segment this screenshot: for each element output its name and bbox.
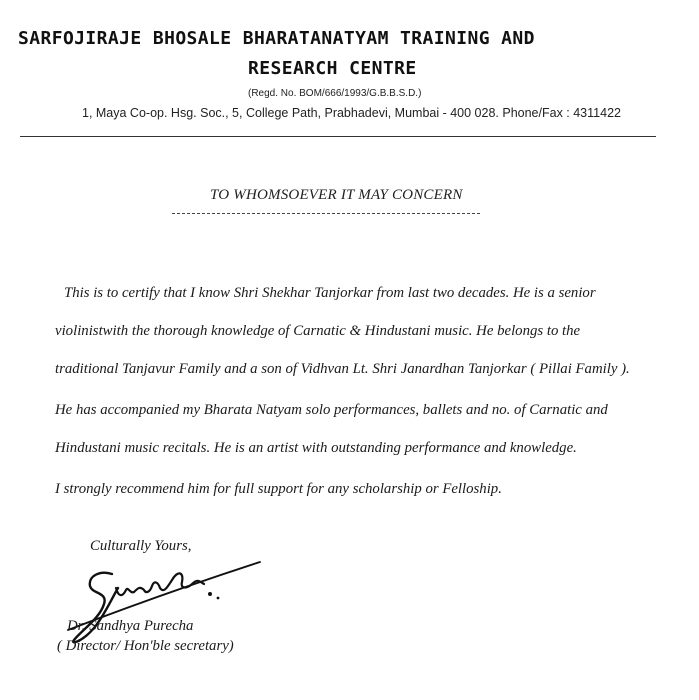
signer-title: ( Director/ Hon'ble secretary) [57, 638, 234, 654]
body-line: He has accompanied my Bharata Natyam solo performances, ballets and no. of Carnatic and [55, 402, 608, 418]
body-line: traditional Tanjavur Family and a son of Vidhvan Lt. Shri Janardhan Tanjorkar ( Pillai Family ). [55, 361, 630, 377]
body-line: I strongly recommend him for full support for any scholarship or Felloship. [55, 481, 502, 497]
body-line: violinistwith the thorough knowledge of Carnatic & Hindustani music. He belongs to the [55, 323, 581, 339]
organization-address: 1, Maya Co-op. Hsg. Soc., 5, College Path, Prabhadevi, Mumbai - 400 028. Phone/Fax : 4311422 [82, 106, 621, 120]
closing-salutation: Culturally Yours, [90, 538, 192, 554]
registration-number: (Regd. No. BOM/666/1993/G.B.B.S.D.) [248, 88, 422, 99]
letterhead-divider [20, 136, 656, 137]
body-line: This is to certify that I know Shri Shekhar Tanjorkar from last two decades. He is a senior [64, 285, 596, 301]
body-line: Hindustani music recitals. He is an artist with outstanding performance and knowledge. [55, 440, 577, 456]
signer-name: Dr. Sandhya Purecha [67, 618, 194, 634]
organization-name-line-1: SARFOJIRAJE BHOSALE BHARATANATYAM TRAINING AND [18, 28, 535, 49]
organization-name-line-2: RESEARCH CENTRE [248, 58, 417, 79]
subject-underline [172, 213, 480, 214]
letter-subject: TO WHOMSOEVER IT MAY CONCERN [210, 187, 463, 203]
